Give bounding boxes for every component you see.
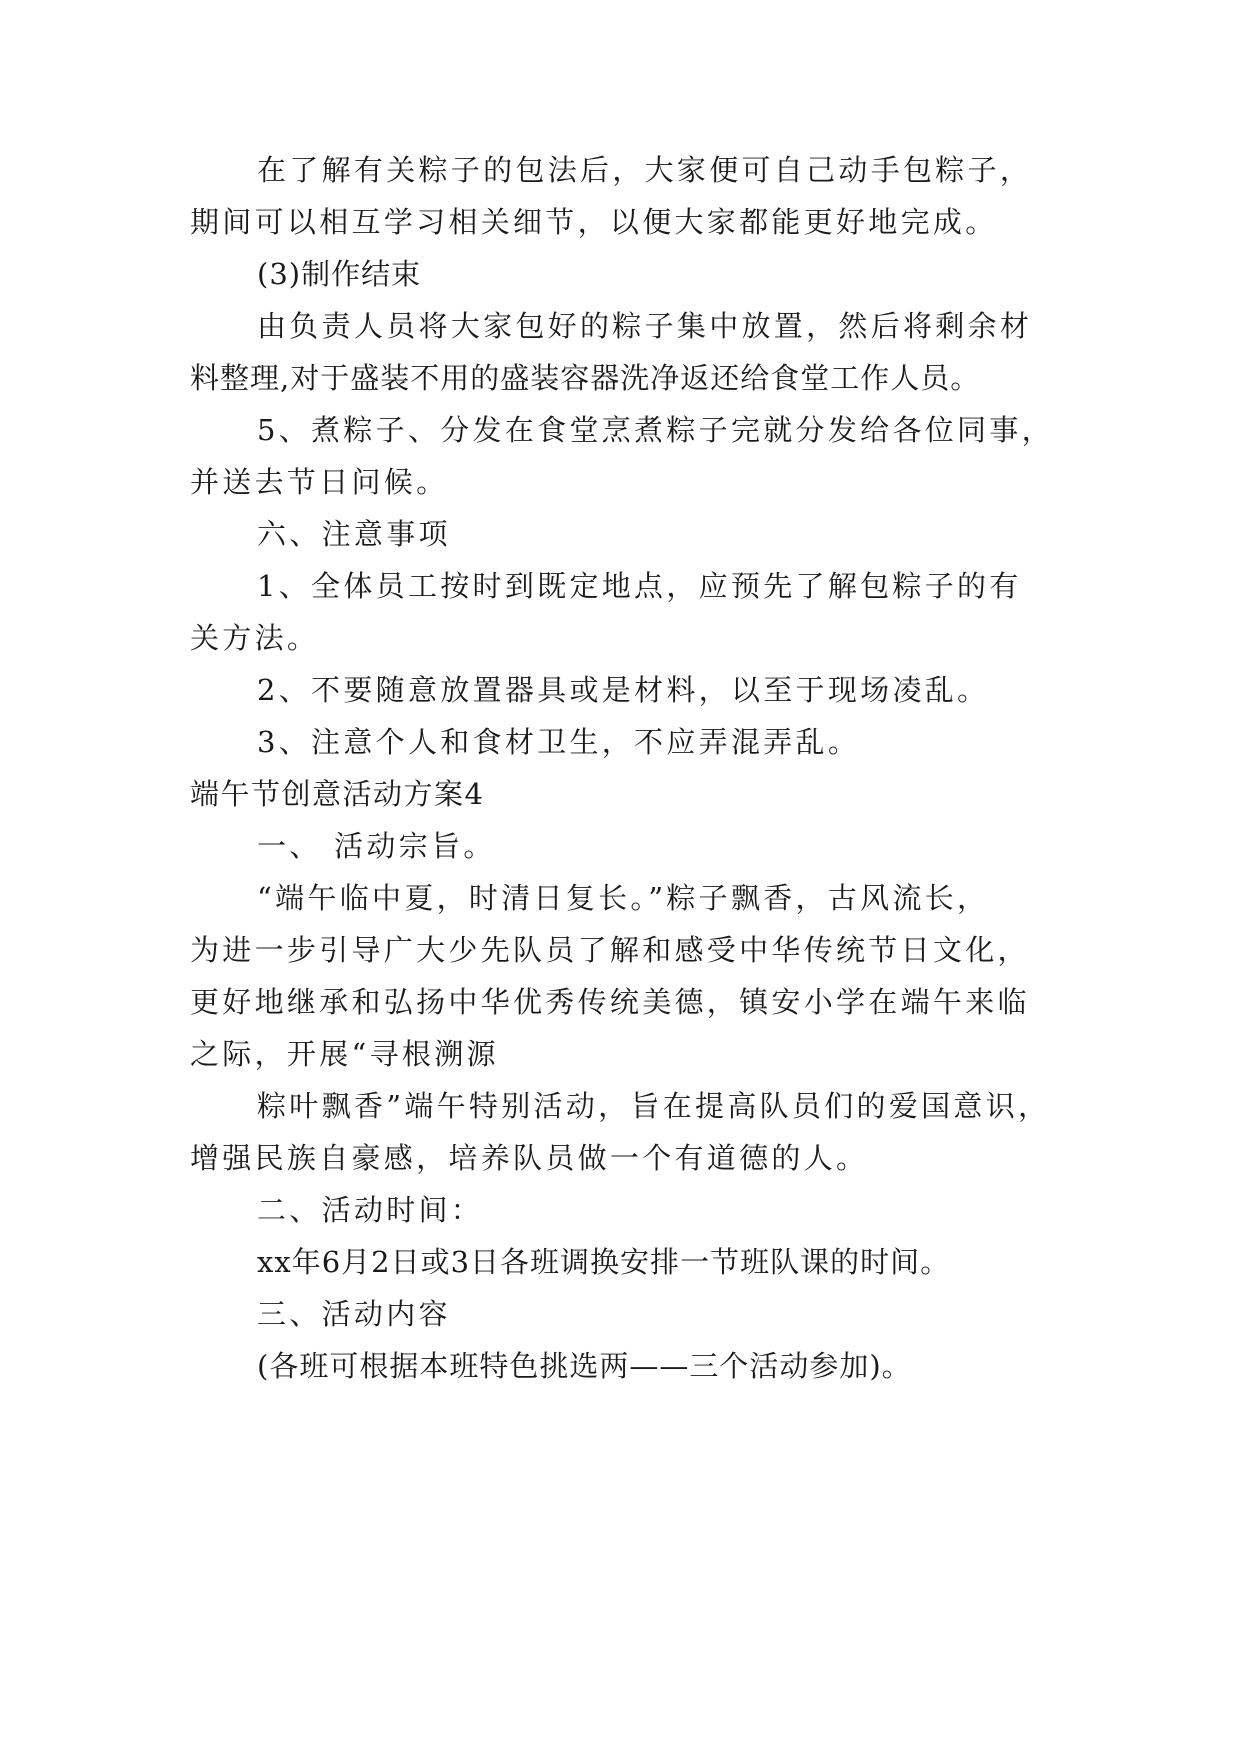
section-subheading: (3)制作结束 — [257, 257, 422, 291]
paragraph-line: (各班可根据本班特色挑选两——三个活动参加)。 — [257, 1349, 912, 1383]
section-heading: 三、活动内容 — [257, 1297, 451, 1331]
section-heading: 一、 活动宗旨。 — [257, 829, 496, 863]
paragraph-line: 为进一步引导广大少先队员了解和感受中华传统节日文化， — [190, 933, 1030, 967]
paragraph-line: 5、煮粽子、分发在食堂烹煮粽子完就分发给各位同事， — [257, 413, 1054, 447]
paragraph-line: 2、不要随意放置器具或是材料，以至于现场凌乱。 — [257, 673, 990, 707]
paragraph-line: 1、全体员工按时到既定地点，应预先了解包粽子的有 — [257, 569, 1022, 603]
paragraph-line: 由负责人员将大家包好的粽子集中放置，然后将剩余材 — [257, 309, 1033, 343]
paragraph-line: 之际，开展“寻根溯源 — [190, 1037, 499, 1071]
paragraph-line: 并送去节日问候。 — [190, 465, 449, 499]
document-heading: 端午节创意活动方案4 — [190, 777, 485, 811]
paragraph-line: 在了解有关粽子的包法后，大家便可自己动手包粽子， — [257, 153, 1033, 187]
paragraph-line: “端午临中夏，时清日复长。”粽子飘香，古风流长， — [257, 881, 990, 915]
section-heading: 六、注意事项 — [257, 517, 451, 551]
paragraph-line: 关方法。 — [190, 621, 320, 655]
paragraph-line: 粽叶飘香”端午特别活动，旨在提高队员们的爱国意识， — [257, 1089, 1051, 1123]
paragraph-line: 料整理,对于盛装不用的盛装容器洗净返还给食堂工作人员。 — [190, 361, 981, 395]
paragraph-line: xx年6月2日或3日各班调换安排一节班队课的时间。 — [257, 1245, 951, 1279]
paragraph-line: 增强民族自豪感，培养队员做一个有道德的人。 — [190, 1141, 869, 1175]
paragraph-line: 期间可以相互学习相关细节，以便大家都能更好地完成。 — [190, 205, 998, 239]
paragraph-line: 3、注意个人和食材卫生，不应弄混弄乱。 — [257, 725, 861, 759]
section-heading: 二、活动时间： — [257, 1193, 484, 1227]
paragraph-line: 更好地继承和弘扬中华优秀传统美德，镇安小学在端午来临 — [190, 985, 1030, 1019]
